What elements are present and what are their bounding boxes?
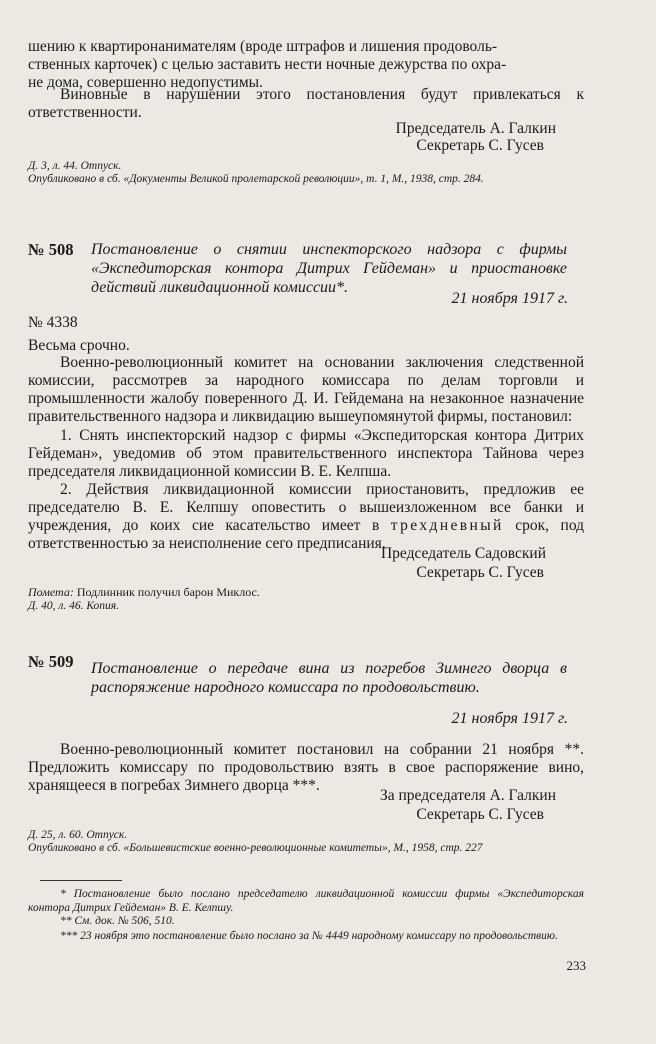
doc-509-signature-chairman: За председателя А. Галкин	[379, 787, 556, 804]
doc-509-title: Постановление о передаче вина из погребов Зимнего дворца в распоряжение народного комиссара по продовольствию.	[91, 660, 567, 696]
doc-509-source-publication: Опубликовано в сб. «Большевистские военно-революционные комитеты», М., 1958, стр. 227	[28, 842, 483, 854]
doc-508-urgency: Весьма срочно.	[28, 337, 130, 354]
doc-508-item-2-start: 2. Действия ликвидационной комиссии приостановить, предложив ее председателю В. Е. Келпшу оповестить о вышеизложенном все банки и учреждения, до коих сие касательство имеет в	[28, 481, 584, 534]
doc-508-signature-secretary: Секретарь С. Гусев	[416, 564, 544, 581]
doc-508-reg-number: № 4338	[28, 314, 78, 331]
doc-508-note	[28, 585, 584, 599]
intro-responsibility: Виновные в нарушении этого постановления будут привлекаться к ответственности.	[28, 86, 584, 121]
doc-509-number: № 509	[28, 652, 74, 671]
doc-508-title	[91, 240, 567, 297]
footnote-3: *** 23 ноября это постановление было послано за № 4449 народному комиссару по продовольствию.	[60, 930, 558, 942]
intro-source-archive: Д. 3, л. 44. Отпуск.	[28, 160, 122, 172]
intro-line-1: шению к квартиронанимателям (вроде штрафов и лишения продоволь-	[28, 38, 498, 55]
doc-508-title-footnote-mark: *.	[336, 279, 349, 296]
doc-508-number: № 508	[28, 240, 74, 259]
doc-509-source-archive: Д. 25, л. 60. Отпуск.	[28, 829, 128, 841]
doc-508-item-2	[28, 481, 584, 553]
intro-source-publication: Опубликовано в сб. «Документы Великой пролетарской революции», т. 1, М., 1938, стр. 284.	[28, 173, 484, 185]
doc-508-title-text: Постановление о снятии инспекторского надзора с фирмы «Экспедиторская контора Дитрих Гейдеман» и приостановке действий ликвидационной комиссии	[91, 241, 567, 296]
doc-508-note-text: Подлинник получил барон Миклос.	[76, 585, 260, 599]
doc-508-source: Д. 40, л. 46. Копия.	[28, 600, 120, 612]
doc-508-signature-chairman: Председатель Садовский	[380, 545, 546, 562]
intro-line-2: ственных карточек) с целью заставить нести ночные дежурства по охра-	[28, 56, 507, 73]
intro-text	[28, 38, 584, 92]
doc-509-signature-secretary: Секретарь С. Гусев	[416, 806, 544, 823]
doc-508-item-1: 1. Снять инспекторский надзор с фирмы «Экспедиторская контора Дитрих Гейдеман», уведомив об этом правительственного инспектора Тайнова через председателя ликвидационной комиссии В. Е. Келпша.	[28, 427, 584, 480]
page-number: 233	[566, 958, 586, 973]
doc-508-item-2-spaced: трехдневный	[390, 517, 504, 534]
intro-signature-chairman: Председатель А. Галкин	[395, 120, 556, 137]
footnote-1: * Постановление было послано председателю ликвидационной комиссии фирмы «Экспедиторская контора Дитрих Гейдеман» В. Е. Келпшу.	[28, 888, 584, 914]
doc-509-date: 21 ноября 1917 г.	[451, 710, 568, 727]
doc-508-date: 21 ноября 1917 г.	[451, 290, 568, 307]
doc-508-item-2-end: срок, под ответственностью за неисполнение сего предписания.	[28, 517, 585, 552]
footnote-2: ** См. док. № 506, 510.	[60, 915, 175, 927]
footnote-divider	[40, 880, 122, 881]
doc-508-note-label: Помета:	[28, 585, 74, 599]
intro-line-3: не дома, совершенно недопустимы.	[28, 74, 263, 91]
intro-signature-secretary: Секретарь С. Гусев	[416, 137, 544, 154]
doc-508-paragraph: Военно-революционный комитет на основании заключения следственной комиссии, рассмотрев за народного комиссара по делам торговли и промышленности жалобу поверенного Д. И. Гейдемана на незаконное назначение правительственного надзора и ликвидацию вышеупомянутой фирмы, постановил:	[28, 354, 584, 425]
doc-509-paragraph: Военно-революционный комитет постановил на собрании 21 ноября **. Предложить комиссару по продовольствию взять в свое распоряжение вино, хранящееся в погребах Зимнего дворца ***.	[28, 741, 584, 794]
